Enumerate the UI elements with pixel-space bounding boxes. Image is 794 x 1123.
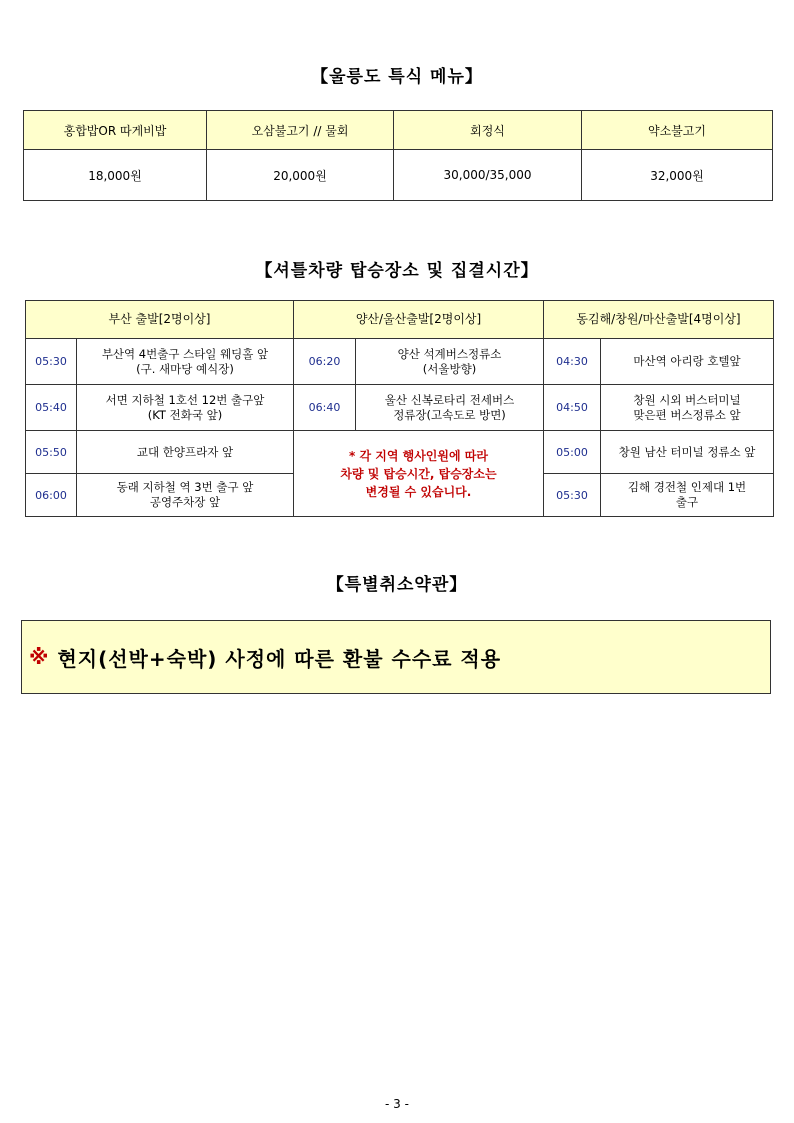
busan-place (77, 385, 294, 431)
place-name: 부산역 4번출구 스타일 웨딩홀 앞 (101, 346, 269, 361)
busan-place (77, 474, 294, 517)
place-name: 창원 시외 버스터미널 (633, 392, 741, 407)
place-detail: 맞은편 버스정류소 앞 (633, 407, 741, 422)
place-detail: (구. 새마당 예식장) (136, 361, 234, 376)
gimhae-time: 04:30 (544, 339, 601, 385)
page-number: - 3 - (385, 1097, 409, 1111)
menu-price-1: 18,000원 (24, 150, 207, 201)
place-detail: 공영주차장 앞 (149, 495, 221, 509)
shuttle-table (25, 300, 774, 517)
place-detail: 출구 (675, 495, 699, 509)
busan-place (77, 339, 294, 385)
cancellation-box (21, 620, 771, 694)
gimhae-time: 04:50 (544, 385, 601, 431)
place-detail: (서울방향) (422, 361, 477, 376)
reference-mark-icon: ※ (29, 645, 50, 669)
place-detail: (KT 전화국 앞) (147, 407, 223, 422)
menu-header-3: 회정식 (394, 111, 582, 150)
gimhae-place: 마산역 아리랑 호텔앞 (601, 339, 774, 385)
yangsan-place (356, 385, 544, 431)
place-name: 울산 신복로타리 전세버스 (384, 392, 515, 407)
shuttle-title: 【셔틀차량 탑승장소 및 집결시간】 (255, 261, 539, 281)
place-detail: 정류장(고속도로 방면) (393, 407, 506, 422)
menu-header-4: 약소불고기 (582, 111, 773, 150)
busan-header: 부산 출발[2명이상] (26, 301, 294, 339)
menu-price-3: 30,000/35,000 (394, 150, 582, 201)
notice-line: 차량 및 탑승시간, 탑승장소는 (340, 466, 497, 481)
place-name: 서면 지하철 1호선 12번 출구앞 (105, 392, 265, 407)
busan-time: 05:30 (26, 339, 77, 385)
busan-time: 06:00 (26, 474, 77, 517)
busan-place: 교대 한양프라자 앞 (77, 431, 294, 474)
busan-time: 05:50 (26, 431, 77, 474)
place-name: 동래 지하철 역 3번 출구 앞 (116, 480, 254, 494)
gimhae-time: 05:00 (544, 431, 601, 474)
change-notice (294, 431, 544, 517)
notice-line: * 각 지역 행사인원에 따라 (349, 448, 488, 463)
menu-price-4: 32,000원 (582, 150, 773, 201)
gimhae-place (601, 474, 774, 517)
place-name: 양산 석계버스정류소 (397, 346, 502, 361)
busan-time: 05:40 (26, 385, 77, 431)
yangsan-place (356, 339, 544, 385)
cancellation-text: 현지(선박+숙박) 사정에 따른 환불 수수료 적용 (57, 646, 502, 671)
cancellation-title: 【특별취소약관】 (326, 575, 468, 595)
place-name: 김해 경전철 인제대 1번 (627, 480, 747, 494)
yangsan-header: 양산/울산출발[2명이상] (294, 301, 544, 339)
menu-title: 【울릉도 특식 메뉴】 (311, 67, 483, 87)
menu-header-1: 홍합밥OR 따게비밥 (24, 111, 207, 150)
gimhae-header: 동김해/창원/마산출발[4명이상] (544, 301, 774, 339)
menu-table (23, 110, 773, 201)
yangsan-time: 06:40 (294, 385, 356, 431)
menu-header-2: 오삼불고기 // 물회 (207, 111, 394, 150)
notice-line: 변경될 수 있습니다. (365, 484, 472, 499)
menu-price-2: 20,000원 (207, 150, 394, 201)
gimhae-time: 05:30 (544, 474, 601, 517)
yangsan-time: 06:20 (294, 339, 356, 385)
gimhae-place: 창원 남산 터미널 정류소 앞 (601, 431, 774, 474)
gimhae-place (601, 385, 774, 431)
